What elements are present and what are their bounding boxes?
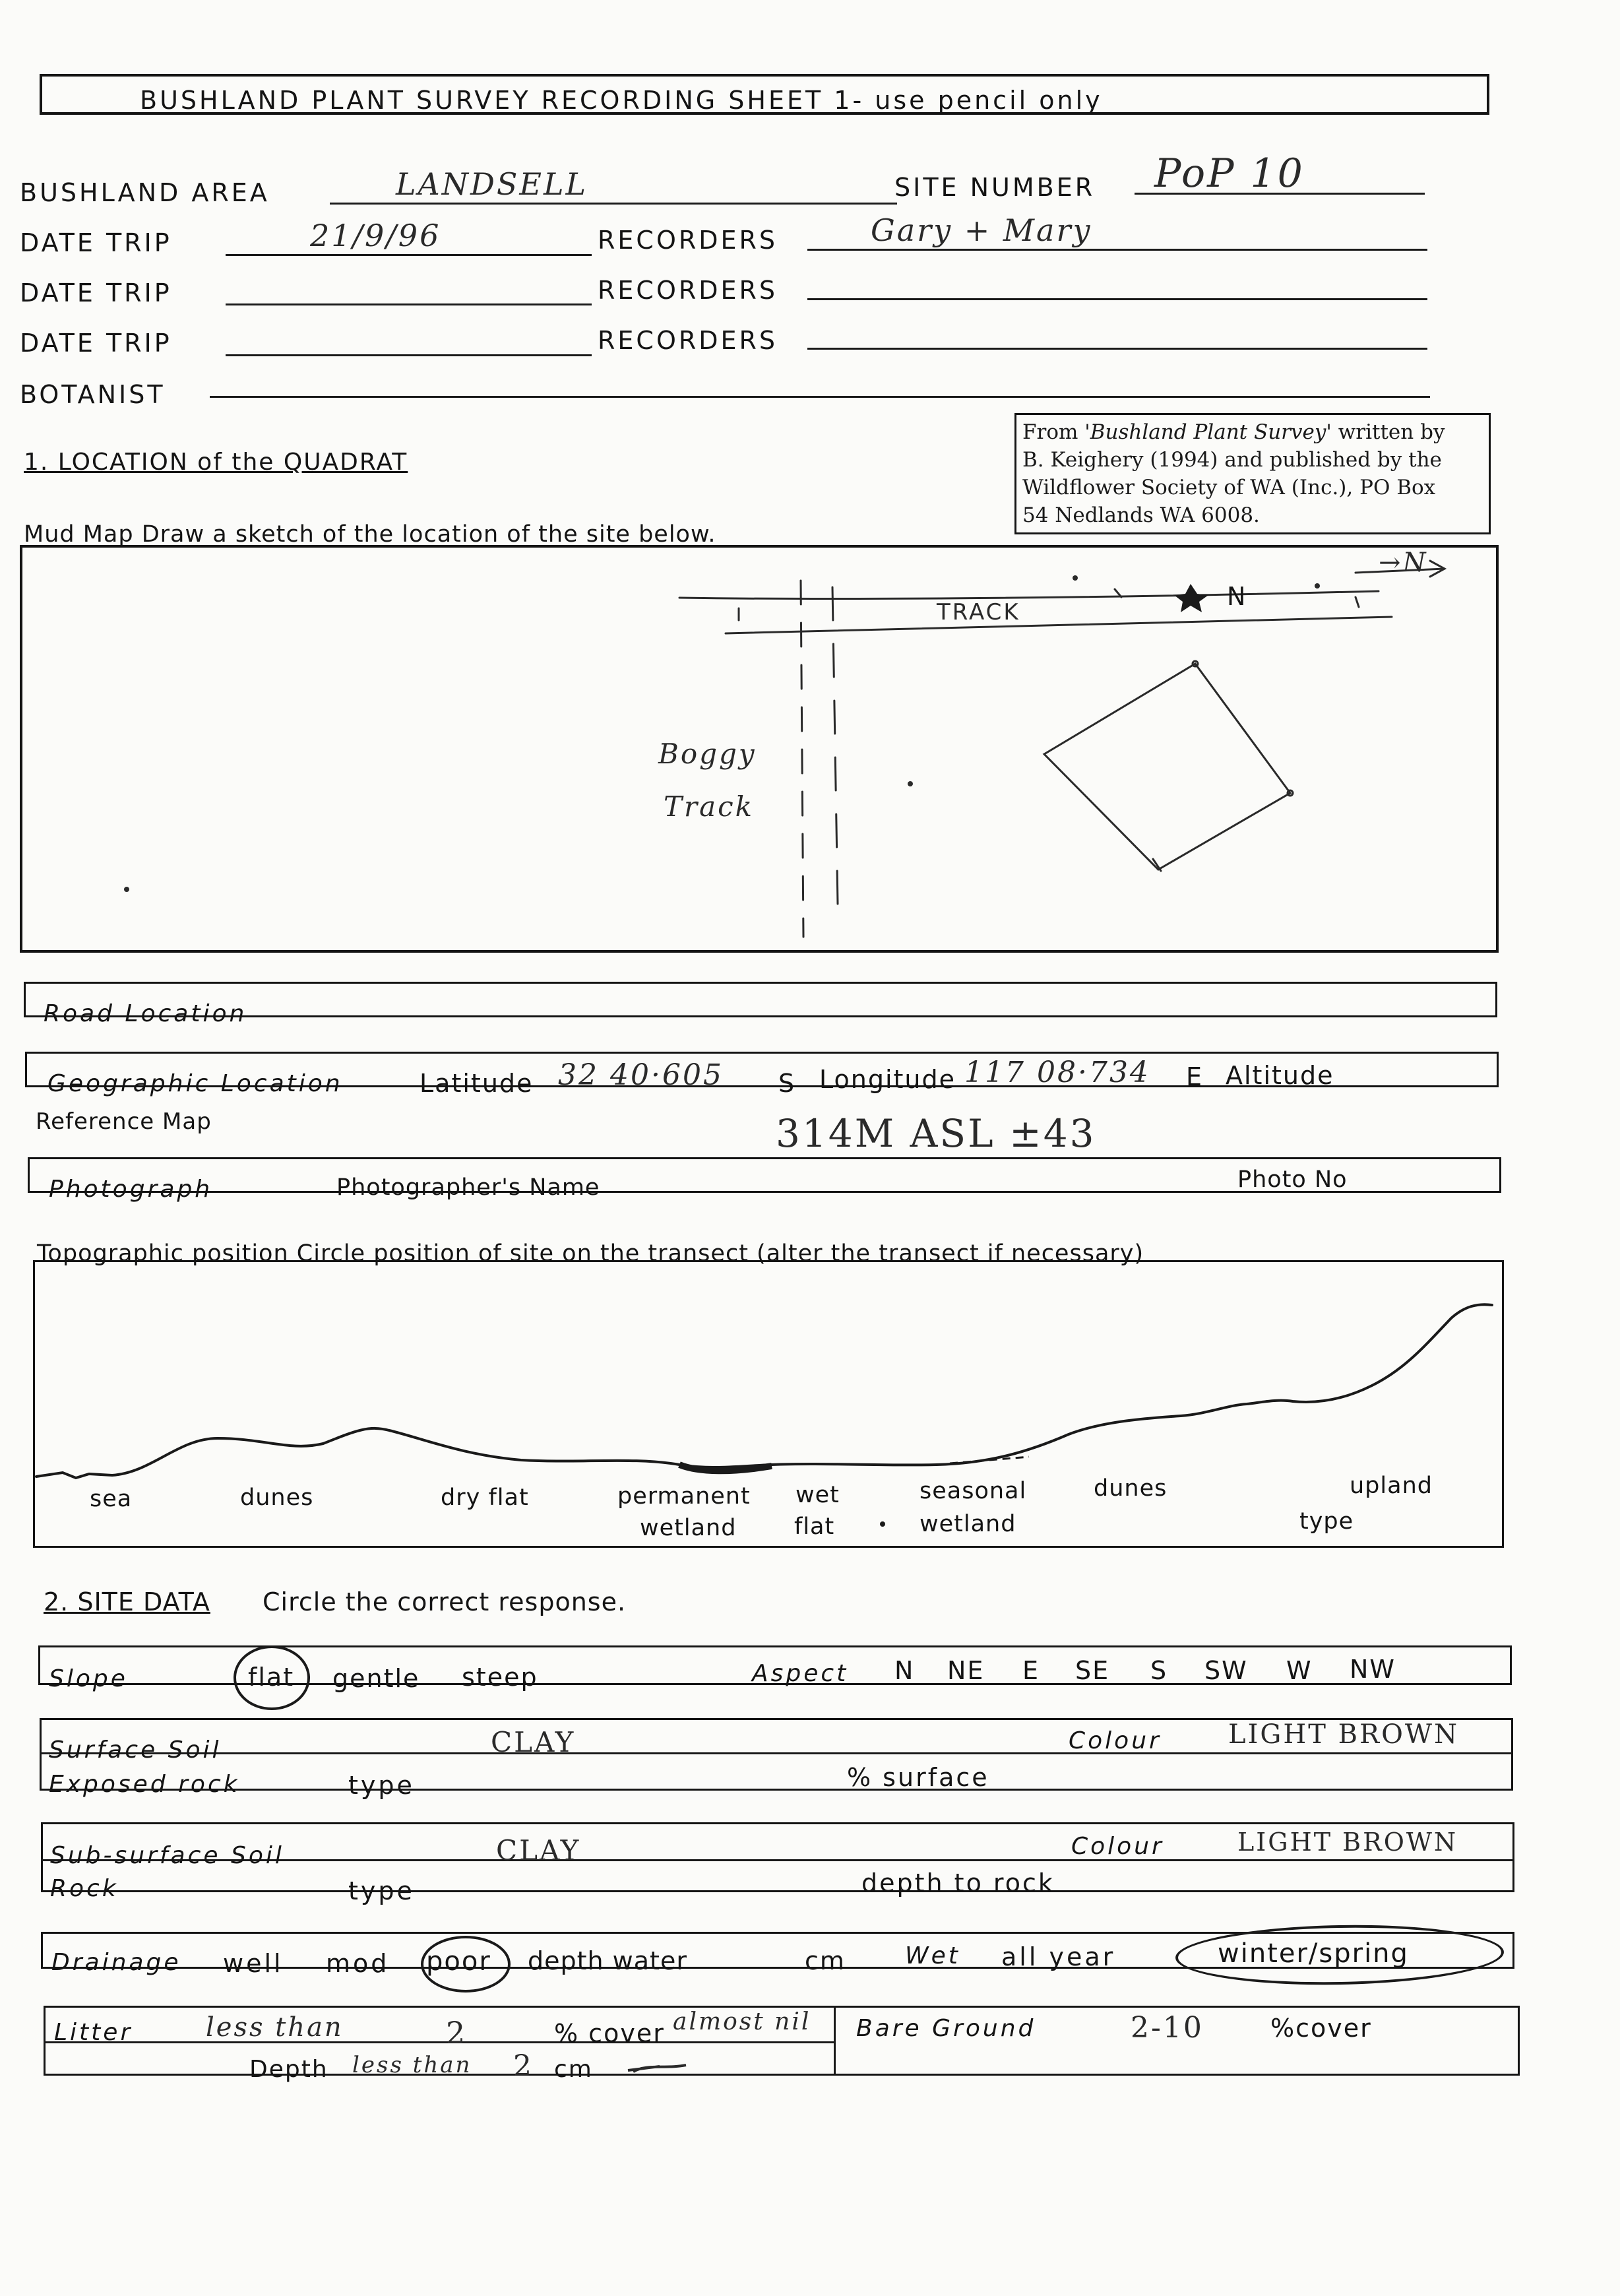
aspect-option-e[interactable]: E xyxy=(1022,1656,1040,1685)
all-year-label[interactable]: all year xyxy=(1001,1942,1116,1971)
slope-label: Slope xyxy=(49,1665,128,1692)
drainage-option-well[interactable]: well xyxy=(223,1949,284,1978)
credit-line-3: Wildflower Society of WA (Inc.), PO Box xyxy=(1022,476,1436,499)
slope-option-flat[interactable]: flat xyxy=(248,1663,295,1692)
bare-ground-label: Bare Ground xyxy=(856,2015,1036,2042)
drainage-label: Drainage xyxy=(51,1949,181,1976)
aspect-label: Aspect xyxy=(752,1660,849,1687)
recorders-value-1[interactable]: Gary + Mary xyxy=(871,212,1092,248)
transect-label-seasonal: seasonal xyxy=(919,1478,1027,1504)
geographic-location-label: Geographic Location xyxy=(47,1070,343,1097)
longitude-label: Longitude xyxy=(819,1065,956,1094)
site-number-label: SITE NUMBER xyxy=(894,173,1096,202)
transect-label-seasonal-wetland: wetland xyxy=(919,1511,1016,1537)
area-label: BUSHLAND AREA xyxy=(20,178,270,207)
litter-value[interactable]: less than xyxy=(206,2012,344,2043)
recorders-line-1 xyxy=(807,249,1427,251)
credit-line-1: From 'Bushland Plant Survey' written by xyxy=(1022,420,1445,444)
aspect-option-ne[interactable]: NE xyxy=(947,1656,985,1685)
slope-option-gentle[interactable]: gentle xyxy=(332,1664,420,1693)
sketch-north-arrow-label: →N xyxy=(1379,548,1428,578)
date-trip-line-3 xyxy=(226,354,592,356)
date-trip-line-1 xyxy=(226,254,592,256)
transect-label-permanent-wetland: wetland xyxy=(640,1515,737,1541)
depth-value[interactable]: less than xyxy=(352,2052,472,2078)
aspect-option-w[interactable]: W xyxy=(1286,1656,1313,1685)
transect-label-dunes: dunes xyxy=(240,1484,314,1511)
surface-colour-label: Colour xyxy=(1069,1727,1162,1754)
slope-option-steep[interactable]: steep xyxy=(462,1663,538,1692)
botanist-label: BOTANIST xyxy=(20,380,166,409)
litter-number[interactable]: 2 xyxy=(446,2015,468,2051)
percent-surface-label: % surface xyxy=(847,1763,989,1792)
transect-label-type: type xyxy=(1299,1508,1354,1535)
bare-ground-value[interactable]: 2-10 xyxy=(1131,2011,1204,2045)
sketch-boggy-track-label: Track xyxy=(664,790,755,823)
altitude-label: Altitude xyxy=(1226,1061,1334,1090)
mud-map-box xyxy=(20,545,1499,953)
transect-label-upland: upland xyxy=(1350,1473,1433,1499)
photographer-name-label: Photographer's Name xyxy=(336,1174,600,1201)
rock-type-label: type xyxy=(348,1876,415,1905)
cover-note[interactable]: almost nil xyxy=(673,2008,811,2035)
drainage-cm-label: cm xyxy=(805,1946,846,1975)
location-heading: 1. LOCATION of the QUADRAT xyxy=(24,449,408,476)
sheet-title: BUSHLAND PLANT SURVEY RECORDING SHEET 1- use pencil only xyxy=(140,86,1103,115)
latitude-label: Latitude xyxy=(420,1069,534,1098)
surface-soil-label: Surface Soil xyxy=(49,1737,222,1764)
subsurface-soil-value[interactable]: CLAY xyxy=(496,1834,581,1866)
sketch-track-label: TRACK xyxy=(937,599,1020,625)
aspect-option-nw[interactable]: NW xyxy=(1350,1655,1396,1684)
longitude-value[interactable]: 117 08·734 xyxy=(964,1056,1150,1089)
winter-spring-label[interactable]: winter/spring xyxy=(1218,1938,1409,1969)
percent-cover-label-2: %cover xyxy=(1270,2014,1372,2043)
area-value[interactable]: LANDSELL xyxy=(396,166,588,202)
aspect-option-se[interactable]: SE xyxy=(1075,1656,1110,1685)
longitude-hemisphere: E xyxy=(1186,1062,1204,1091)
site-data-instruction: Circle the correct response. xyxy=(263,1587,627,1616)
transect-label-dry-flat: dry flat xyxy=(441,1484,529,1511)
rock-label: Rock xyxy=(50,1875,119,1902)
road-location-label: Road Location xyxy=(44,1000,247,1027)
litter-bare-ground-divider xyxy=(834,2006,836,2074)
date-trip-label-3: DATE TRIP xyxy=(20,329,172,358)
transect-label-wet: wet xyxy=(795,1482,840,1508)
depth-water-label: depth water xyxy=(528,1946,687,1975)
date-trip-value-1[interactable]: 21/9/96 xyxy=(310,218,441,253)
recorders-label-2: RECORDERS xyxy=(598,276,778,305)
aspect-option-s[interactable]: S xyxy=(1150,1656,1168,1685)
photograph-label: Photograph xyxy=(49,1176,213,1203)
surface-soil-divider xyxy=(40,1752,1512,1754)
subsurface-colour-value[interactable]: LIGHT BROWN xyxy=(1237,1828,1458,1857)
date-trip-label-1: DATE TRIP xyxy=(20,228,172,257)
photo-no-label: Photo No xyxy=(1237,1166,1348,1193)
latitude-hemisphere: S xyxy=(778,1069,796,1098)
credit-line-4: 54 Nedlands WA 6008. xyxy=(1022,503,1260,527)
transect-label-permanent: permanent xyxy=(617,1483,751,1510)
sketch-boggy-label: Boggy xyxy=(658,738,757,770)
litter-label: Litter xyxy=(54,2019,133,2046)
date-trip-label-2: DATE TRIP xyxy=(20,278,172,307)
transect-label-sea: sea xyxy=(90,1486,133,1512)
depth-to-rock-label: depth to rock xyxy=(861,1868,1055,1897)
date-trip-line-2 xyxy=(226,303,592,305)
transect-label-wet-flat: flat xyxy=(794,1514,835,1540)
depth-number[interactable]: 2 xyxy=(513,2049,534,2083)
botanist-line xyxy=(210,396,1430,398)
reference-map-label: Reference Map xyxy=(36,1108,212,1135)
site-number-value[interactable]: PoP 10 xyxy=(1154,150,1305,197)
subsurface-soil-label: Sub-surface Soil xyxy=(50,1842,284,1869)
site-data-heading: 2. SITE DATA xyxy=(44,1587,210,1616)
recorders-label-1: RECORDERS xyxy=(598,226,778,255)
depth-label: Depth xyxy=(249,2056,328,2083)
aspect-option-sw[interactable]: SW xyxy=(1204,1656,1248,1685)
aspect-option-n[interactable]: N xyxy=(894,1656,915,1685)
drainage-option-mod[interactable]: mod xyxy=(326,1949,390,1978)
latitude-value[interactable]: 32 40·605 xyxy=(558,1058,724,1092)
wet-label: Wet xyxy=(905,1942,960,1969)
recorders-line-2 xyxy=(807,298,1427,300)
transect-label-dunes-2: dunes xyxy=(1094,1475,1168,1502)
sketch-north-label: N xyxy=(1227,582,1249,611)
credit-line-2: B. Keighery (1994) and published by the xyxy=(1022,448,1442,472)
surface-colour-value[interactable]: LIGHT BROWN xyxy=(1228,1719,1460,1750)
exposed-rock-label: Exposed rock xyxy=(49,1771,240,1798)
recorders-label-3: RECORDERS xyxy=(598,326,778,355)
subsurface-colour-label: Colour xyxy=(1071,1833,1164,1860)
litter-divider xyxy=(44,2041,835,2043)
exposed-rock-type-label: type xyxy=(348,1771,415,1800)
depth-cm-label: cm xyxy=(554,2056,593,2083)
drainage-option-poor[interactable]: poor xyxy=(426,1946,491,1977)
percent-cover-label: % cover xyxy=(554,2019,665,2048)
altitude-value[interactable]: 314M ASL ±43 xyxy=(776,1111,1096,1156)
surface-soil-value[interactable]: CLAY xyxy=(491,1726,576,1758)
topographic-heading: Topographic position Circle position of site on the transect (alter the transect if necessary) xyxy=(37,1240,1144,1267)
credit-text xyxy=(1022,418,1445,529)
mud-map-label: Mud Map Draw a sketch of the location of the site below. xyxy=(24,521,716,548)
area-line xyxy=(330,203,897,205)
recorders-line-3 xyxy=(807,348,1427,350)
